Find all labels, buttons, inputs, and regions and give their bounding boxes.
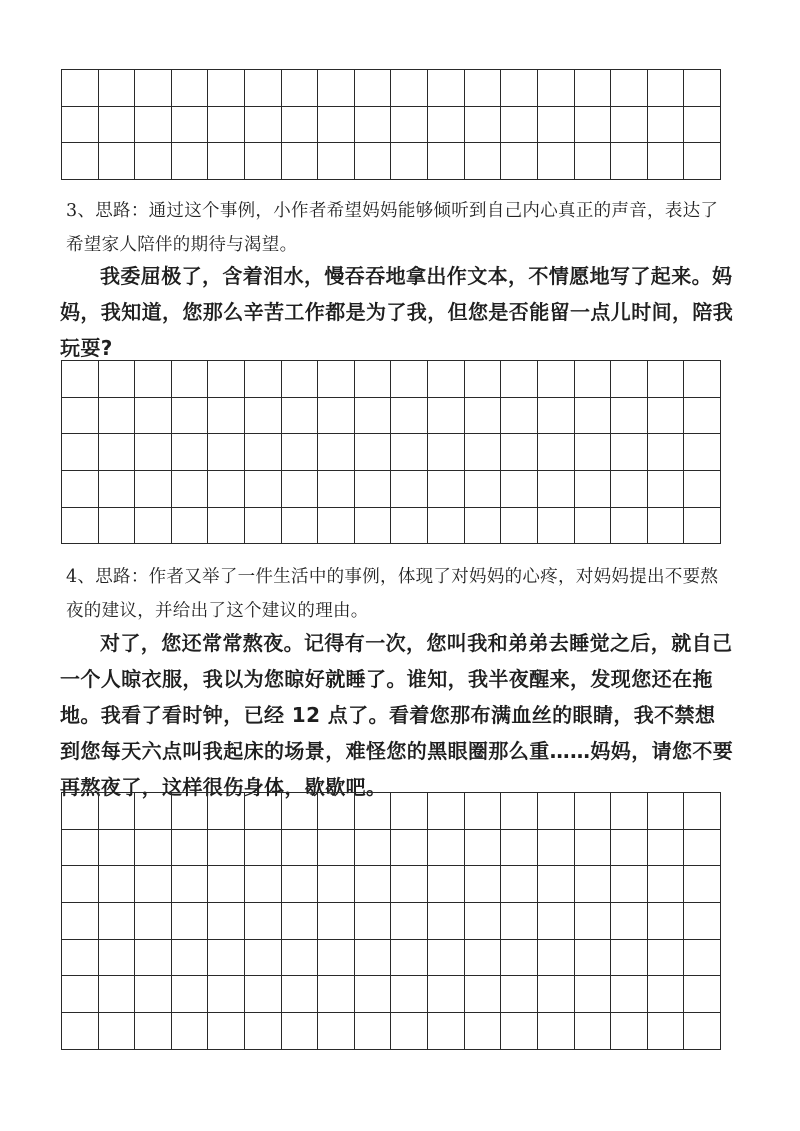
grid-cell[interactable]: [355, 830, 392, 867]
grid-cell[interactable]: [135, 471, 172, 508]
grid-cell[interactable]: [465, 903, 502, 940]
grid-cell[interactable]: [282, 70, 319, 107]
grid-cell[interactable]: [465, 508, 502, 545]
grid-cell[interactable]: [245, 793, 282, 830]
grid-cell[interactable]: [99, 903, 136, 940]
grid-cell[interactable]: [135, 903, 172, 940]
grid-cell[interactable]: [428, 1013, 465, 1050]
grid-cell[interactable]: [428, 940, 465, 977]
grid-cell[interactable]: [245, 398, 282, 435]
grid-cell[interactable]: [648, 107, 685, 144]
grid-cell[interactable]: [172, 793, 209, 830]
model-paragraph-4: 对了，您还常常熬夜。记得有一次，您叫我和弟弟去睡觉之后，就自己一个人晾衣服，我以为您晾好就睡了。谁知，我半夜醒来，发现您还在拖地。我看了看时钟，已经 12 点了。看着您那布满血丝的眼睛，我不禁想到您每天六点叫我起床的场景，难怪您的黑眼圈那么重……妈妈，请您不要再熬夜了，这样很伤身体，歇歇吧。: [60, 631, 734, 799]
grid-cell[interactable]: [62, 361, 99, 398]
grid-cell[interactable]: [538, 471, 575, 508]
grid-cell[interactable]: [355, 793, 392, 830]
grid-cell[interactable]: [172, 1013, 209, 1050]
grid-cell[interactable]: [648, 471, 685, 508]
grid-cell[interactable]: [355, 508, 392, 545]
grid-cell[interactable]: [135, 70, 172, 107]
grid-cell[interactable]: [282, 398, 319, 435]
grid-cell[interactable]: [245, 830, 282, 867]
grid-cell[interactable]: [208, 940, 245, 977]
grid-cell[interactable]: [501, 70, 538, 107]
grid-cell[interactable]: [501, 471, 538, 508]
grid-cell[interactable]: [611, 1013, 648, 1050]
grid-cell[interactable]: [465, 866, 502, 903]
grid-cell[interactable]: [282, 508, 319, 545]
grid-cell[interactable]: [99, 471, 136, 508]
grid-cell[interactable]: [611, 434, 648, 471]
grid-cell[interactable]: [62, 434, 99, 471]
grid-cell[interactable]: [355, 361, 392, 398]
grid-cell[interactable]: [428, 830, 465, 867]
grid-cell[interactable]: [245, 434, 282, 471]
grid-cell[interactable]: [99, 508, 136, 545]
grid-cell[interactable]: [318, 434, 355, 471]
grid-cell[interactable]: [428, 361, 465, 398]
grid-cell[interactable]: [391, 793, 428, 830]
grid-cell[interactable]: [318, 830, 355, 867]
grid-cell[interactable]: [318, 1013, 355, 1050]
grid-cell[interactable]: [648, 143, 685, 180]
grid-cell[interactable]: [575, 940, 612, 977]
grid-cell[interactable]: [208, 398, 245, 435]
grid-cell[interactable]: [428, 107, 465, 144]
grid-cell[interactable]: [611, 471, 648, 508]
grid-cell[interactable]: [428, 398, 465, 435]
grid-cell[interactable]: [245, 903, 282, 940]
grid-cell[interactable]: [245, 508, 282, 545]
grid-cell[interactable]: [355, 471, 392, 508]
grid-cell[interactable]: [208, 143, 245, 180]
grid-cell[interactable]: [575, 143, 612, 180]
grid-cell[interactable]: [355, 866, 392, 903]
grid-cell[interactable]: [355, 434, 392, 471]
grid-cell[interactable]: [611, 940, 648, 977]
grid-cell[interactable]: [465, 793, 502, 830]
grid-cell[interactable]: [465, 107, 502, 144]
grid-cell[interactable]: [99, 361, 136, 398]
grid-cell[interactable]: [538, 508, 575, 545]
grid-cell[interactable]: [245, 866, 282, 903]
grid-cell[interactable]: [428, 793, 465, 830]
grid-cell[interactable]: [208, 866, 245, 903]
grid-cell[interactable]: [135, 866, 172, 903]
grid-cell[interactable]: [428, 976, 465, 1013]
grid-cell[interactable]: [62, 793, 99, 830]
grid-cell[interactable]: [355, 940, 392, 977]
grid-cell[interactable]: [391, 940, 428, 977]
grid-cell[interactable]: [684, 361, 721, 398]
writing-grid-1: [61, 69, 721, 180]
grid-cell[interactable]: [465, 471, 502, 508]
grid-cell[interactable]: [391, 508, 428, 545]
grid-cell[interactable]: [135, 793, 172, 830]
grid-cell[interactable]: [648, 508, 685, 545]
grid-cell[interactable]: [99, 143, 136, 180]
writing-grid-2: [61, 360, 721, 544]
grid-cell[interactable]: [208, 903, 245, 940]
grid-cell[interactable]: [648, 1013, 685, 1050]
grid-cell[interactable]: [575, 866, 612, 903]
grid-cell[interactable]: [648, 70, 685, 107]
grid-cell[interactable]: [465, 830, 502, 867]
grid-cell[interactable]: [611, 70, 648, 107]
grid-cell[interactable]: [282, 361, 319, 398]
grid-cell[interactable]: [465, 143, 502, 180]
grid-cell[interactable]: [465, 361, 502, 398]
grid-cell[interactable]: [62, 70, 99, 107]
grid-cell[interactable]: [318, 976, 355, 1013]
grid-cell[interactable]: [684, 508, 721, 545]
grid-cell[interactable]: [245, 1013, 282, 1050]
grid-cell[interactable]: [538, 143, 575, 180]
grid-cell[interactable]: [62, 940, 99, 977]
grid-cell[interactable]: [575, 793, 612, 830]
grid-cell[interactable]: [355, 398, 392, 435]
grid-cell[interactable]: [611, 107, 648, 144]
grid-cell[interactable]: [538, 434, 575, 471]
grid-cell[interactable]: [575, 471, 612, 508]
grid-cell[interactable]: [501, 143, 538, 180]
grid-cell[interactable]: [318, 361, 355, 398]
grid-cell[interactable]: [611, 976, 648, 1013]
grid-cell[interactable]: [648, 793, 685, 830]
grid-cell[interactable]: [282, 903, 319, 940]
grid-cell[interactable]: [172, 976, 209, 1013]
grid-cell[interactable]: [538, 866, 575, 903]
grid-cell[interactable]: [501, 903, 538, 940]
model-paragraph-3: 我委屈极了，含着泪水，慢吞吞地拿出作文本，不情愿地写了起来。妈妈，我知道，您那么辛苦工作都是为了我，但您是否能留一点儿时间，陪我玩耍?: [60, 264, 734, 360]
grid-cell[interactable]: [172, 434, 209, 471]
grid-cell[interactable]: [318, 940, 355, 977]
grid-cell[interactable]: [575, 830, 612, 867]
grid-cell[interactable]: [391, 434, 428, 471]
grid-cell[interactable]: [465, 398, 502, 435]
grid-cell[interactable]: [318, 793, 355, 830]
grid-cell[interactable]: [282, 866, 319, 903]
grid-cell[interactable]: [428, 143, 465, 180]
grid-cell[interactable]: [391, 903, 428, 940]
grid-cell[interactable]: [538, 70, 575, 107]
grid-cell[interactable]: [318, 866, 355, 903]
grid-cell[interactable]: [135, 107, 172, 144]
grid-cell[interactable]: [172, 398, 209, 435]
grid-cell[interactable]: [391, 70, 428, 107]
grid-cell[interactable]: [355, 976, 392, 1013]
grid-cell[interactable]: [282, 471, 319, 508]
grid-cell[interactable]: [318, 471, 355, 508]
grid-cell[interactable]: [135, 398, 172, 435]
grid-cell[interactable]: [172, 361, 209, 398]
grid-cell[interactable]: [428, 434, 465, 471]
grid-cell[interactable]: [62, 398, 99, 435]
grid-cell[interactable]: [648, 940, 685, 977]
grid-cell[interactable]: [684, 143, 721, 180]
grid-cell[interactable]: [391, 830, 428, 867]
grid-cell[interactable]: [501, 830, 538, 867]
grid-cell[interactable]: [282, 107, 319, 144]
grid-cell[interactable]: [465, 434, 502, 471]
grid-cell[interactable]: [355, 1013, 392, 1050]
hint-3: 3、思路：通过这个事例，小作者希望妈妈能够倾听到自己内心真正的声音，表达了希望家人陪伴的期待与渴望。: [66, 201, 719, 255]
grid-cell[interactable]: [391, 143, 428, 180]
grid-cell[interactable]: [501, 434, 538, 471]
grid-cell[interactable]: [391, 976, 428, 1013]
grid-cell[interactable]: [648, 866, 685, 903]
grid-cell[interactable]: [62, 143, 99, 180]
grid-cell[interactable]: [501, 866, 538, 903]
grid-cell[interactable]: [428, 903, 465, 940]
grid-cell[interactable]: [611, 143, 648, 180]
grid-cell[interactable]: [501, 398, 538, 435]
grid-cell[interactable]: [611, 398, 648, 435]
grid-cell[interactable]: [501, 793, 538, 830]
grid-cell[interactable]: [538, 793, 575, 830]
grid-cell[interactable]: [575, 70, 612, 107]
grid-cell[interactable]: [611, 793, 648, 830]
grid-cell[interactable]: [538, 107, 575, 144]
grid-cell[interactable]: [538, 398, 575, 435]
grid-cell[interactable]: [99, 830, 136, 867]
grid-cell[interactable]: [172, 866, 209, 903]
grid-cell[interactable]: [648, 361, 685, 398]
grid-cell[interactable]: [318, 143, 355, 180]
grid-cell[interactable]: [684, 903, 721, 940]
grid-cell[interactable]: [575, 361, 612, 398]
grid-cell[interactable]: [611, 361, 648, 398]
grid-cell[interactable]: [538, 903, 575, 940]
grid-cell[interactable]: [282, 143, 319, 180]
grid-cell[interactable]: [172, 107, 209, 144]
grid-cell[interactable]: [172, 508, 209, 545]
grid-cell[interactable]: [428, 70, 465, 107]
grid-cell[interactable]: [575, 1013, 612, 1050]
grid-cell[interactable]: [172, 940, 209, 977]
grid-cell[interactable]: [62, 830, 99, 867]
grid-cell[interactable]: [99, 1013, 136, 1050]
grid-cell[interactable]: [684, 1013, 721, 1050]
grid-cell[interactable]: [428, 471, 465, 508]
grid-cell[interactable]: [501, 361, 538, 398]
grid-cell[interactable]: [501, 508, 538, 545]
grid-cell[interactable]: [282, 940, 319, 977]
grid-cell[interactable]: [648, 434, 685, 471]
grid-cell[interactable]: [684, 434, 721, 471]
grid-cell[interactable]: [62, 107, 99, 144]
grid-cell[interactable]: [99, 70, 136, 107]
grid-cell[interactable]: [208, 434, 245, 471]
grid-cell[interactable]: [355, 70, 392, 107]
grid-cell[interactable]: [208, 361, 245, 398]
grid-cell[interactable]: [172, 70, 209, 107]
grid-cell[interactable]: [62, 866, 99, 903]
hint-4: 4、思路：作者又举了一件生活中的事例，体现了对妈妈的心疼，对妈妈提出不要熬夜的建议，并给出了这个建议的理由。: [66, 567, 719, 621]
writing-grid-3: [61, 792, 721, 1050]
grid-cell[interactable]: [391, 866, 428, 903]
grid-cell[interactable]: [62, 903, 99, 940]
grid-cell[interactable]: [391, 471, 428, 508]
grid-cell[interactable]: [391, 398, 428, 435]
grid-cell[interactable]: [611, 866, 648, 903]
grid-cell[interactable]: [575, 107, 612, 144]
grid-cell[interactable]: [391, 107, 428, 144]
grid-cell[interactable]: [245, 471, 282, 508]
grid-cell[interactable]: [428, 508, 465, 545]
grid-cell[interactable]: [282, 1013, 319, 1050]
grid-cell[interactable]: [428, 866, 465, 903]
grid-cell[interactable]: [135, 143, 172, 180]
grid-cell[interactable]: [684, 70, 721, 107]
grid-cell[interactable]: [99, 866, 136, 903]
grid-cell[interactable]: [282, 793, 319, 830]
grid-cell[interactable]: [684, 398, 721, 435]
grid-cell[interactable]: [575, 976, 612, 1013]
grid-cell[interactable]: [172, 830, 209, 867]
grid-cell[interactable]: [501, 976, 538, 1013]
grid-cell[interactable]: [318, 70, 355, 107]
grid-cell[interactable]: [208, 793, 245, 830]
grid-cell[interactable]: [575, 434, 612, 471]
grid-cell[interactable]: [245, 976, 282, 1013]
grid-cell[interactable]: [684, 793, 721, 830]
grid-cell[interactable]: [99, 793, 136, 830]
grid-cell[interactable]: [318, 398, 355, 435]
grid-cell[interactable]: [465, 70, 502, 107]
grid-cell[interactable]: [575, 508, 612, 545]
grid-cell[interactable]: [575, 398, 612, 435]
grid-cell[interactable]: [208, 471, 245, 508]
grid-cell[interactable]: [208, 107, 245, 144]
grid-cell[interactable]: [282, 434, 319, 471]
grid-cell[interactable]: [318, 903, 355, 940]
grid-cell[interactable]: [135, 1013, 172, 1050]
grid-cell[interactable]: [648, 830, 685, 867]
grid-cell[interactable]: [99, 107, 136, 144]
grid-cell[interactable]: [245, 107, 282, 144]
grid-cell[interactable]: [99, 976, 136, 1013]
grid-cell[interactable]: [208, 508, 245, 545]
grid-cell[interactable]: [62, 471, 99, 508]
grid-cell[interactable]: [62, 508, 99, 545]
grid-cell[interactable]: [135, 940, 172, 977]
grid-cell[interactable]: [684, 471, 721, 508]
grid-cell[interactable]: [465, 1013, 502, 1050]
grid-cell[interactable]: [245, 940, 282, 977]
grid-cell[interactable]: [355, 903, 392, 940]
grid-cell[interactable]: [611, 903, 648, 940]
grid-cell[interactable]: [648, 398, 685, 435]
grid-cell[interactable]: [611, 830, 648, 867]
grid-cell[interactable]: [318, 107, 355, 144]
grid-cell[interactable]: [501, 940, 538, 977]
grid-cell[interactable]: [684, 866, 721, 903]
grid-cell[interactable]: [355, 143, 392, 180]
grid-cell[interactable]: [611, 508, 648, 545]
grid-cell[interactable]: [172, 903, 209, 940]
grid-cell[interactable]: [538, 830, 575, 867]
grid-cell[interactable]: [135, 976, 172, 1013]
grid-cell[interactable]: [245, 143, 282, 180]
grid-cell[interactable]: [684, 107, 721, 144]
grid-cell[interactable]: [62, 1013, 99, 1050]
grid-cell[interactable]: [282, 830, 319, 867]
grid-cell[interactable]: [501, 1013, 538, 1050]
grid-cell[interactable]: [391, 361, 428, 398]
grid-cell[interactable]: [172, 143, 209, 180]
grid-cell[interactable]: [62, 976, 99, 1013]
grid-cell[interactable]: [575, 903, 612, 940]
grid-cell[interactable]: [99, 434, 136, 471]
grid-cell[interactable]: [684, 940, 721, 977]
grid-cell[interactable]: [99, 398, 136, 435]
grid-cell[interactable]: [355, 107, 392, 144]
grid-cell[interactable]: [538, 361, 575, 398]
grid-cell[interactable]: [282, 976, 319, 1013]
grid-cell[interactable]: [208, 70, 245, 107]
grid-cell[interactable]: [135, 434, 172, 471]
grid-cell[interactable]: [208, 830, 245, 867]
grid-cell[interactable]: [135, 830, 172, 867]
grid-cell[interactable]: [318, 508, 355, 545]
grid-cell[interactable]: [245, 70, 282, 107]
grid-cell[interactable]: [684, 830, 721, 867]
grid-cell[interactable]: [538, 976, 575, 1013]
grid-cell[interactable]: [684, 976, 721, 1013]
grid-cell[interactable]: [465, 940, 502, 977]
grid-cell[interactable]: [648, 976, 685, 1013]
grid-cell[interactable]: [208, 976, 245, 1013]
grid-cell[interactable]: [501, 107, 538, 144]
grid-cell[interactable]: [538, 1013, 575, 1050]
grid-cell[interactable]: [391, 1013, 428, 1050]
grid-cell[interactable]: [538, 940, 575, 977]
grid-cell[interactable]: [648, 903, 685, 940]
grid-cell[interactable]: [245, 361, 282, 398]
grid-cell[interactable]: [172, 471, 209, 508]
grid-cell[interactable]: [208, 1013, 245, 1050]
grid-cell[interactable]: [99, 940, 136, 977]
grid-cell[interactable]: [465, 976, 502, 1013]
grid-cell[interactable]: [135, 508, 172, 545]
grid-cell[interactable]: [135, 361, 172, 398]
